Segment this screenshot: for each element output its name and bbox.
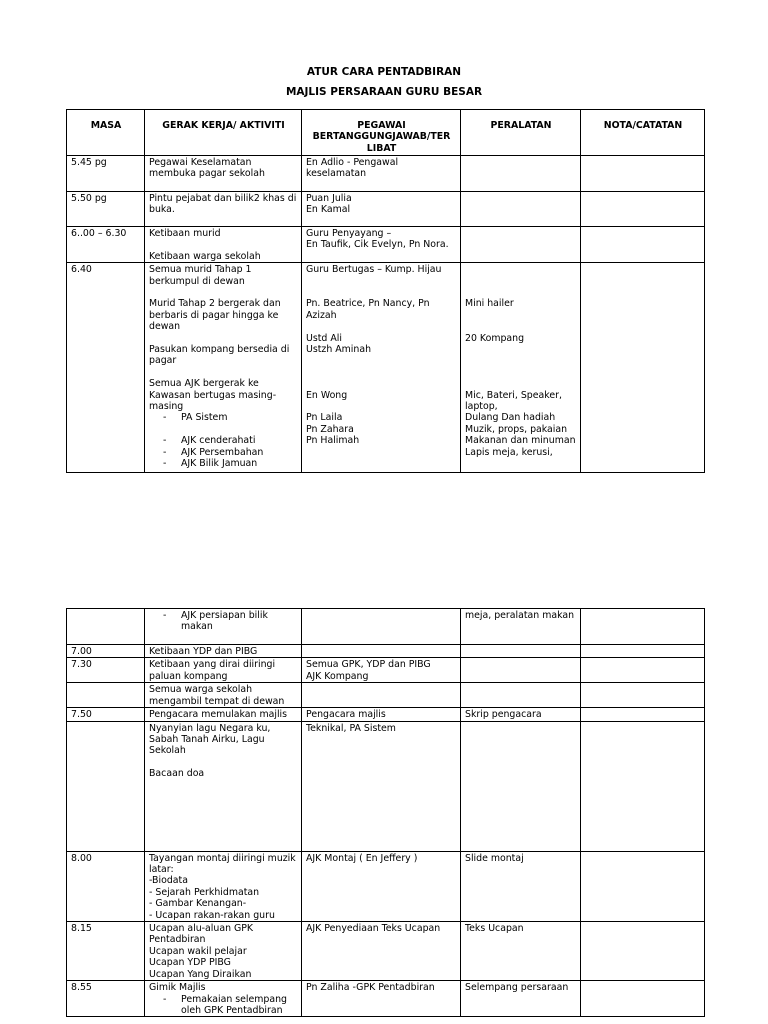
cell-nota — [581, 981, 705, 1017]
gerak-line: - Gambar Kenangan- — [149, 898, 247, 910]
pegawai-line: Puan Julia — [306, 193, 352, 204]
table-row — [67, 683, 705, 708]
cell-gerak: Pintu pejabat dan bilik2 khas di buka. — [145, 192, 302, 227]
cell-peralatan — [461, 227, 581, 263]
cell-pegawai — [302, 192, 461, 227]
cell-peralatan — [461, 658, 581, 683]
cell-peralatan — [461, 263, 581, 473]
cell-peralatan: Skrip pengacara — [461, 708, 581, 721]
pegawai-line: Pn. Beatrice, Pn Nancy, Pn Azizah — [306, 298, 430, 321]
pegawai-line: Pn Zahara — [306, 423, 354, 435]
cell-peralatan — [461, 645, 581, 658]
pegawai-line: Ustzh Aminah — [306, 344, 372, 355]
schedule-table-page-1 — [66, 109, 705, 473]
cell-peralatan: meja, peralatan makan — [461, 609, 581, 645]
pegawai-line: AJK Kompang — [306, 670, 369, 682]
cell-masa: 8.00 — [67, 851, 145, 921]
cell-masa — [67, 683, 145, 708]
gerak-line: Ketibaan murid — [149, 228, 221, 239]
pegawai-line: Guru Penyayang – — [306, 228, 392, 239]
cell-gerak: Ketibaan yang dirai diiringi paluan kompang — [145, 658, 302, 683]
cell-pegawai: AJK Montaj ( En Jeffery ) — [302, 851, 461, 921]
bullet-item: - AJK Persembahan — [163, 446, 264, 458]
cell-gerak — [145, 227, 302, 263]
header-gerak-kerja: GERAK KERJA/ AKTIVITI — [145, 110, 302, 156]
cell-nota — [581, 683, 705, 708]
cell-masa: 8.15 — [67, 922, 145, 981]
gerak-line: Gimik Majlis — [149, 982, 206, 994]
table-row — [67, 981, 705, 1017]
cell-gerak — [145, 922, 302, 981]
peralatan-line: Muzik, props, pakaian — [465, 423, 568, 435]
peralatan-line: Mini hailer — [465, 298, 514, 310]
pegawai-line: Pn Halimah — [306, 435, 360, 447]
peralatan-line: Mic, Bateri, Speaker, laptop, — [465, 389, 562, 412]
cell-gerak — [145, 609, 302, 645]
cell-masa: 7.00 — [67, 645, 145, 658]
bullet-item: - AJK Bilik Jamuan — [163, 458, 258, 470]
cell-nota — [581, 609, 705, 645]
gerak-line: Semua AJK bergerak ke Kawasan bertugas masing-masing — [149, 378, 277, 413]
table-row — [67, 708, 705, 721]
cell-nota — [581, 851, 705, 921]
pegawai-line: Ustd Ali — [306, 332, 342, 344]
table-row — [67, 263, 705, 473]
header-peralatan: PERALATAN — [461, 110, 581, 156]
gerak-line: Ucapan alu-aluan GPK Pentadbiran — [149, 923, 254, 946]
cell-nota — [581, 156, 705, 192]
cell-masa: 7.30 — [67, 658, 145, 683]
table-row — [67, 227, 705, 263]
gerak-line: Bacaan doa — [149, 768, 205, 780]
cell-pegawai: AJK Penyediaan Teks Ucapan — [302, 922, 461, 981]
document-subtitle: MAJLIS PERSARAAN GURU BESAR — [285, 86, 483, 98]
bullet-item: - Pemakaian selempang oleh GPK Pentadbiran — [163, 993, 287, 1016]
cell-pegawai: Teknikal, PA Sistem — [302, 721, 461, 851]
table-row — [67, 609, 705, 645]
cell-peralatan — [461, 156, 581, 192]
cell-peralatan — [461, 721, 581, 851]
peralatan-line: 20 Kompang — [465, 332, 525, 344]
cell-peralatan: Teks Ucapan — [461, 922, 581, 981]
cell-masa: 7.50 — [67, 708, 145, 721]
gerak-line: Ucapan wakil pelajar — [149, 945, 247, 957]
cell-pegawai — [302, 683, 461, 708]
cell-nota — [581, 658, 705, 683]
bullet-item: - AJK cenderahati — [163, 435, 256, 447]
cell-gerak: Pengacara memulakan majlis — [145, 708, 302, 721]
gerak-line: Murid Tahap 2 bergerak dan berbaris di pagar hingga ke dewan — [149, 298, 281, 333]
peralatan-line: Makanan dan minuman — [465, 435, 576, 447]
cell-peralatan — [461, 192, 581, 227]
table-row — [67, 658, 705, 683]
cell-pegawai: Pn Zaliha -GPK Pentadbiran — [302, 981, 461, 1017]
cell-masa: 6..00 – 6.30 — [67, 227, 145, 263]
table-row — [67, 922, 705, 981]
table-row — [67, 721, 705, 851]
cell-nota — [581, 721, 705, 851]
cell-peralatan: Selempang persaraan — [461, 981, 581, 1017]
cell-gerak: Ketibaan YDP dan PIBG — [145, 645, 302, 658]
cell-pegawai: Pengacara majlis — [302, 708, 461, 721]
table-row — [67, 156, 705, 192]
peralatan-line: Dulang Dan hadiah — [465, 412, 556, 424]
gerak-line: Semua murid Tahap 1 berkumpul di dewan — [149, 264, 252, 287]
cell-peralatan — [461, 683, 581, 708]
cell-masa — [67, 609, 145, 645]
gerak-line: Ucapan Yang Diraikan — [149, 968, 252, 980]
cell-gerak — [145, 981, 302, 1017]
bullet-item: - AJK persiapan bilik makan — [163, 610, 268, 633]
cell-pegawai — [302, 227, 461, 263]
cell-gerak: Pegawai Keselamatan membuka pagar sekolah — [145, 156, 302, 192]
cell-gerak — [145, 721, 302, 851]
cell-gerak: Semua warga sekolah mengambil tempat di dewan — [145, 683, 302, 708]
gerak-line: Ucapan YDP PIBG — [149, 957, 231, 969]
table-row — [67, 851, 705, 921]
header-nota: NOTA/CATATAN — [581, 110, 705, 156]
bullet-item: - PA Sistem — [163, 412, 228, 424]
document-title: ATUR CARA PENTADBIRAN — [306, 66, 462, 78]
pegawai-line: En Wong — [306, 389, 348, 401]
table-header-row — [67, 110, 705, 156]
cell-pegawai: En Adlio - Pengawal keselamatan — [302, 156, 461, 192]
peralatan-line: Lapis meja, kerusi, — [465, 446, 553, 458]
cell-pegawai — [302, 609, 461, 645]
gerak-line: Pasukan kompang bersedia di pagar — [149, 344, 290, 367]
cell-nota — [581, 645, 705, 658]
cell-pegawai — [302, 658, 461, 683]
gerak-line: Nyanyian lagu Negara ku, Sabah Tanah Airku, Lagu Sekolah — [149, 722, 271, 757]
pegawai-line: Pn Laila — [306, 412, 343, 424]
cell-nota — [581, 227, 705, 263]
pegawai-line: Semua GPK, YDP dan PIBG — [306, 659, 431, 671]
cell-pegawai — [302, 645, 461, 658]
cell-masa: 6.40 — [67, 263, 145, 473]
gerak-line: - Ucapan rakan-rakan guru — [149, 909, 275, 921]
header-pegawai: PEGAWAI BERTANGGUNGJAWAB/TER LIBAT — [302, 110, 461, 156]
gerak-line: Ketibaan warga sekolah — [149, 250, 261, 262]
cell-nota — [581, 263, 705, 473]
table-row — [67, 192, 705, 227]
cell-masa: 5.45 pg — [67, 156, 145, 192]
gerak-line: Tayangan montaj diiringi muzik latar: — [149, 852, 296, 876]
cell-nota — [581, 192, 705, 227]
cell-masa — [67, 721, 145, 851]
cell-masa: 5.50 pg — [67, 192, 145, 227]
header-masa: MASA — [67, 110, 145, 156]
gerak-line: - Sejarah Perkhidmatan — [149, 886, 260, 898]
cell-gerak — [145, 263, 302, 473]
cell-peralatan: Slide montaj — [461, 851, 581, 921]
pegawai-line: Guru Bertugas – Kump. Hijau — [306, 264, 442, 276]
cell-gerak — [145, 851, 302, 921]
cell-nota — [581, 708, 705, 721]
cell-pegawai — [302, 263, 461, 473]
pegawai-line: En Kamal — [306, 204, 351, 216]
schedule-table-page-2 — [66, 608, 705, 1017]
cell-nota — [581, 922, 705, 981]
cell-masa: 8.55 — [67, 981, 145, 1017]
pegawai-line: En Taufik, Cik Evelyn, Pn Nora. — [306, 239, 449, 251]
table-row — [67, 645, 705, 658]
gerak-line: -Biodata — [149, 875, 188, 887]
